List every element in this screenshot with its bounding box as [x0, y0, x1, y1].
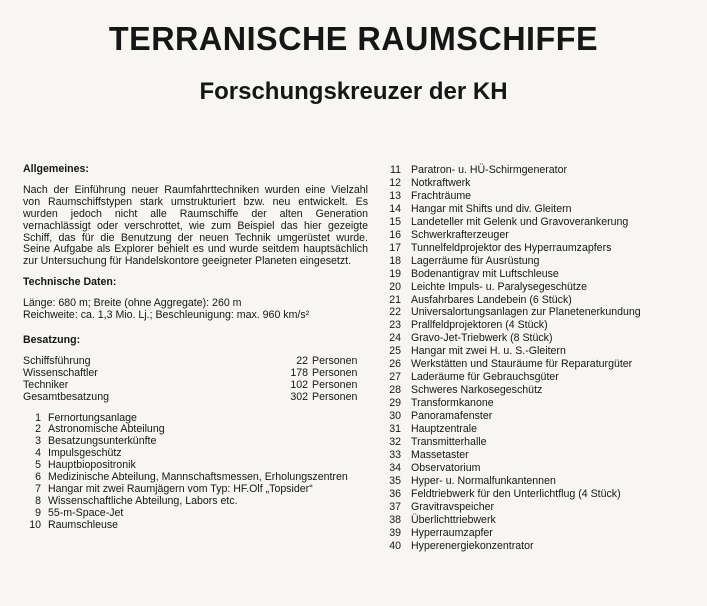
legend-number: 1 [35, 411, 41, 424]
legend-text: Medizinische Abteilung, Mannschaftsmessen, Erholungszentren [48, 471, 348, 484]
legend-number: 18 [389, 254, 401, 267]
legend-item [389, 216, 689, 229]
legend-text: Besatzungsunterkünfte [48, 435, 157, 448]
legend-item [389, 281, 689, 294]
legend-text: Hangar mit Shifts und div. Gleitern [411, 202, 572, 215]
legend-text: Universalortungsanlagen zur Planetenerkundung [411, 306, 641, 319]
crew-heading: Besatzung: [23, 333, 81, 346]
legend-item [389, 397, 689, 410]
legend-item [389, 268, 689, 281]
legend-number: 6 [35, 471, 41, 484]
crew-count: 302 [290, 390, 308, 403]
legend-number: 32 [389, 436, 401, 449]
left-column [23, 164, 368, 532]
legend-number: 10 [29, 518, 41, 531]
crew-role: Techniker [23, 378, 69, 391]
legend-number: 38 [389, 513, 401, 526]
legend-number: 28 [389, 384, 401, 397]
legend-number: 8 [35, 494, 41, 507]
legend-number: 17 [389, 241, 401, 254]
legend-item [389, 436, 689, 449]
legend-number: 33 [389, 448, 401, 461]
legend-item [389, 242, 689, 255]
legend-item [389, 488, 689, 501]
legend-item [23, 496, 368, 508]
legend-number: 5 [35, 459, 41, 472]
legend-item [389, 294, 689, 307]
legend-text: Panoramafenster [411, 410, 493, 423]
legend-text: Impulsgeschütz [48, 447, 122, 460]
legend-list-left [23, 413, 368, 532]
legend-text: Wissenschaftliche Abteilung, Labors etc. [48, 494, 238, 507]
legend-item [389, 475, 689, 488]
legend-number: 29 [389, 397, 401, 410]
crew-table [23, 356, 368, 404]
legend-item [389, 449, 689, 462]
crew-unit: Personen [312, 354, 358, 367]
crew-row [23, 368, 368, 380]
legend-number: 25 [389, 345, 401, 358]
legend-number: 16 [389, 228, 401, 241]
legend-number: 23 [389, 319, 401, 332]
legend-number: 22 [389, 306, 401, 319]
legend-item [389, 229, 689, 242]
tech-heading: Technische Daten: [23, 276, 117, 289]
legend-number: 36 [389, 487, 401, 500]
crew-role: Schiffsführung [23, 354, 91, 367]
legend-number: 40 [389, 539, 401, 552]
legend-text: Hyperenergiekonzentrator [411, 539, 534, 552]
legend-number: 13 [389, 189, 401, 202]
legend-item [389, 319, 689, 332]
legend-text: Feldtriebwerk für den Unterlichtflug (4 Stück) [411, 487, 621, 500]
legend-text: Lagerräume für Ausrüstung [411, 254, 540, 267]
legend-item [389, 514, 689, 527]
legend-item [23, 508, 368, 520]
legend-text: Fernortungsanlage [48, 411, 137, 424]
legend-number: 39 [389, 526, 401, 539]
legend-text: Leichte Impuls- u. Paralysegeschütze [411, 280, 588, 293]
legend-text: Transformkanone [411, 397, 494, 410]
legend-text: Paratron- u. HÜ-Schirmgenerator [411, 164, 568, 176]
legend-item [389, 255, 689, 268]
crew-row [23, 392, 368, 404]
legend-text: Hangar mit zwei H. u. S.-Gleitern [411, 345, 566, 358]
legend-item [389, 203, 689, 216]
legend-text: Hauptbiopositronik [48, 459, 136, 472]
legend-number: 19 [389, 267, 401, 280]
crew-role: Wissenschaftler [23, 366, 98, 379]
legend-text: Hyper- u. Normalfunkantennen [411, 474, 556, 487]
legend-text: Prallfeldprojektoren (4 Stück) [411, 319, 548, 332]
legend-text: Hangar mit zwei Raumjägern vom Typ: HF.Olf „Topsider“ [48, 482, 313, 495]
legend-number: 34 [389, 461, 401, 474]
legend-number: 26 [389, 358, 401, 371]
legend-text: Schweres Narkosegeschütz [411, 384, 543, 397]
legend-text: Frachträume [411, 189, 472, 202]
legend-number: 35 [389, 474, 401, 487]
legend-item [389, 423, 689, 436]
legend-number: 37 [389, 500, 401, 513]
legend-text: Ausfahrbares Landebein (6 Stück) [411, 293, 572, 306]
legend-text: 55-m-Space-Jet [48, 506, 124, 519]
crew-unit: Personen [312, 378, 358, 391]
legend-text: Schwerkrafterzeuger [411, 228, 509, 241]
general-heading: Allgemeines: [23, 163, 89, 175]
legend-item [23, 520, 368, 532]
legend-text: Raumschleuse [48, 518, 119, 531]
legend-text: Laderäume für Gebrauchsgüter [411, 371, 559, 384]
page-title: TERRANISCHE RAUMSCHIFFE [108, 20, 599, 57]
legend-item [389, 345, 689, 358]
legend-text: Gravitravspeicher [411, 500, 495, 513]
crew-count: 178 [290, 366, 308, 379]
legend-number: 24 [389, 332, 401, 345]
legend-number: 3 [35, 435, 41, 448]
legend-item [389, 358, 689, 371]
legend-text: Notkraftwerk [411, 176, 471, 189]
legend-item [389, 540, 689, 553]
legend-number: 27 [389, 371, 401, 384]
legend-item [389, 164, 689, 177]
legend-text: Werkstätten und Stauräume für Reparaturgüter [411, 358, 633, 371]
legend-item [389, 177, 689, 190]
legend-number: 7 [35, 482, 41, 495]
legend-text: Landeteller mit Gelenk und Gravoverankerung [411, 215, 629, 228]
legend-text: Hyperraumzapfer [411, 526, 493, 539]
legend-item [389, 462, 689, 475]
legend-text: Überlichttriebwerk [411, 513, 496, 526]
legend-item [389, 371, 689, 384]
general-text: Nach der Einführung neuer Raumfahrttechniken wurden eine Vielzahl von Raumschiffstypen stark umstrukturiert bzw. neu entwickelt. Es wurden jedoch nicht alle Raumschiffe der alten Generation vernachlässigt oder verschrottet, wie zum Beispiel das hier gezeigte Schiff, das für die Benutzung der neuen Technik umgerüstet wurde. Seine Aufgabe als Explorer behielt es und wurde seitdem hauptsächlich zur Untersuchung für Handelskontore geeigneter Planeten eingesetzt. [23, 183, 368, 268]
legend-number: 14 [389, 202, 401, 215]
legend-item [389, 306, 689, 319]
legend-number: 15 [389, 215, 401, 228]
legend-list-right [389, 164, 689, 553]
legend-item [389, 410, 689, 423]
legend-text: Transmitterhalle [411, 436, 487, 449]
legend-text: Bodenantigrav mit Luftschleuse [411, 267, 559, 280]
legend-number: 11 [390, 164, 401, 176]
legend-number: 2 [35, 423, 41, 436]
legend-item [389, 527, 689, 540]
legend-text: Massetaster [411, 448, 469, 461]
legend-number: 4 [35, 447, 41, 460]
legend-number: 21 [389, 293, 401, 306]
crew-count: 102 [290, 378, 308, 391]
legend-number: 9 [35, 506, 41, 519]
tech-line-range: Reichweite: ca. 1,3 Mio. Lj.; Beschleunigung: max. 960 km/s² [23, 309, 310, 322]
crew-role: Gesamtbesatzung [23, 390, 109, 403]
crew-count: 22 [296, 354, 308, 367]
legend-text: Hauptzentrale [411, 423, 477, 436]
legend-number: 31 [389, 423, 401, 436]
legend-item [389, 384, 689, 397]
legend-text: Observatorium [411, 461, 481, 474]
crew-row [23, 380, 368, 392]
crew-row [23, 356, 368, 368]
legend-text: Tunnelfeldprojektor des Hyperraumzapfers [411, 241, 612, 254]
legend-text: Astronomische Abteilung [48, 423, 165, 436]
crew-unit: Personen [312, 390, 358, 403]
crew-unit: Personen [312, 366, 358, 379]
legend-text: Gravo-Jet-Triebwerk (8 Stück) [411, 332, 553, 345]
legend-number: 20 [389, 280, 401, 293]
legend-item [389, 332, 689, 345]
tech-line-length: Länge: 680 m; Breite (ohne Aggregate): 260 m [23, 297, 242, 310]
page-subtitle: Forschungskreuzer der KH [199, 78, 508, 105]
legend-number: 12 [389, 176, 401, 189]
legend-item [389, 501, 689, 514]
legend-item [389, 190, 689, 203]
legend-number: 30 [389, 410, 401, 423]
